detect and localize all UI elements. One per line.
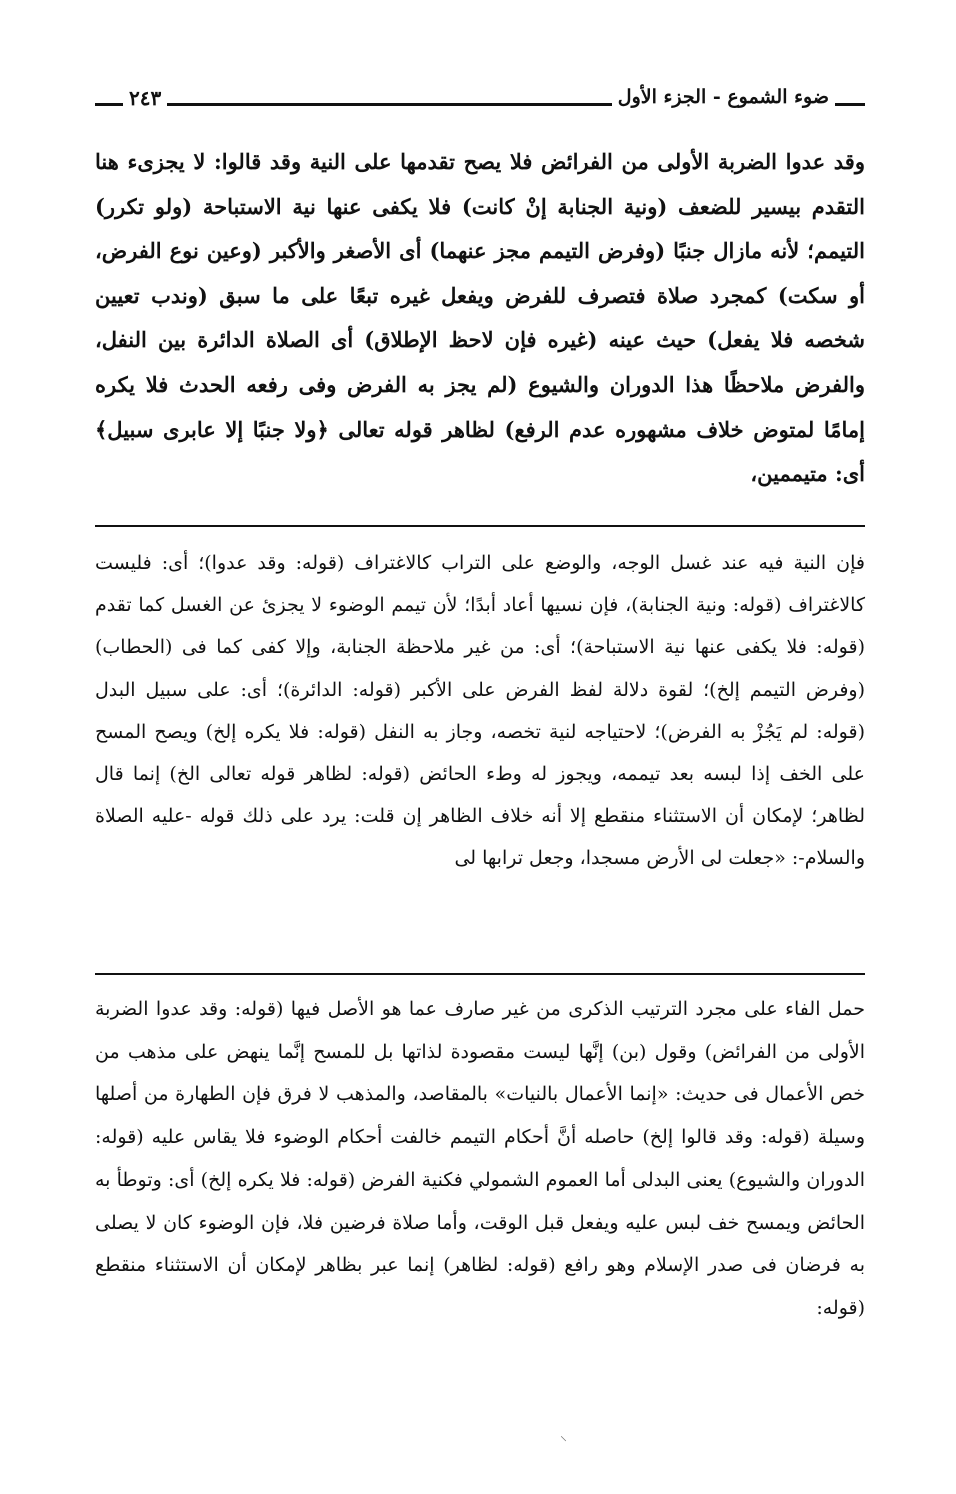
page-smudge-mark: ⸌ — [560, 1434, 567, 1450]
commentary-1-paragraph: فإن النية فيه عند غسل الوجه، والوضع على التراب كالاغتراف (قوله: وقد عدوا)؛ أى: فليست كالاغتراف (قوله: ونية الجنابة)، فإن نسيها أعاد أبدًا؛ لأن تيمم الوضوء لا يجزئ عن الغسل كما تقدم (قوله: فلا يكفى عنها نية الاستباحة)؛ أى: من غير ملاحظة الجنابة، وإلا كفى كما فى (الحطاب) (وفرض التيمم إلخ)؛ لقوة دلالة لفظ الفرض على الأكبر (قوله: الدائرة)؛ أى: على سبيل البدل (قوله: لم يَجُزْ به الفرض)؛ لاحتياجه لنية تخصه، وجاز به النفل (قوله: فلا يكره إلخ) ويصح المسح على الخف إذا لبسه بعد تيممه، ويجوز له وطء الحائض (قوله: لظاهر قوله تعالى الخ) إنما قال لظاهر؛ لإمكان أن الاستثناء منقطع إلا أنه خلاف الظاهر إن قلت: يرد على ذلك قوله -عليه الصلاة والسلام-: «جعلت لى الأرض مسجدا، وجعل ترابها لى — [95, 552, 865, 870]
separator-rule-2 — [95, 973, 865, 975]
running-header — [95, 86, 865, 122]
commentary-2-paragraph: حمل الفاء على مجرد الترتيب الذكرى من غير صارف عما هو الأصل فيها (قوله: وقد عدوا الضربة الأولى من الفرائض) وقول (بن) إنَّها ليست مقصودة لذاتها بل للمسح إنَّما ينهض على مذهب من خص الأعمال فى حديث: «إنما الأعمال بالنيات» بالمقاصد، والمذهب لا فرق فإن الطهارة من أصلها وسيلة (قوله: وقد قالوا إلخ) حاصله أنَّ أحكام التيمم خالفت أحكام الوضوء فلا يقاس عليه (قوله: الدوران والشيوع) يعنى البدلى أما العموم الشمولي فكنية الفرض (قوله: فلا يكره إلخ) أى: وتوطأ به الحائض ويمسح خف لبس عليه ويفعل قبل الوقت، وأما صلاة فرضين فلا، فإن الوضوء كان لا يصلى به فرضان فى صدر الإسلام وهو رافع (قوله: لظاهر) إنما عبر بظاهر لإمكان أن الاستثناء منقطع (قوله: — [95, 998, 865, 1319]
main-text — [95, 140, 865, 497]
commentary-1 — [95, 542, 865, 880]
header-title: ضوء الشموع - الجزء الأول — [612, 86, 835, 108]
separator-rule-1 — [95, 525, 865, 527]
main-paragraph: وقد عدوا الضربة الأولى من الفرائض فلا يصح تقدمها على النية وقد قالوا: لا يجزىء هنا التقدم بيسير للضعف (ونية الجنابة إنْ كانت) فلا يكفى عنها نية الاستباحة (ولو تكرر) التيمم؛ لأنه مازال جنبًا (وفرض التيمم مجز عنهما) أى الأصغر والأكبر (وعين نوع الفرض، أو سكت) كمجرد صلاة فتصرف للفرض ويفعل غيره تبعًا على ما سبق (وندب تعيين شخصه فلا يفعل) حيث عينه (غيره فإن لاحظ الإطلاق) أى الصلاة الدائرة بين النفل، والفرض ملاحظًا هذا الدوران والشيوع (لم يجز به الفرض وفى رفعه الحدث فلا يكره إمامًا لمتوض خلاف مشهوره عدم الرفع) لظاهر قوله تعالى ﴿ولا جنبًا إلا عابرى سبيل﴾ أى: متيممين، — [95, 149, 865, 487]
commentary-2 — [95, 988, 865, 1330]
page-number: ٢٤٣ — [123, 86, 167, 110]
